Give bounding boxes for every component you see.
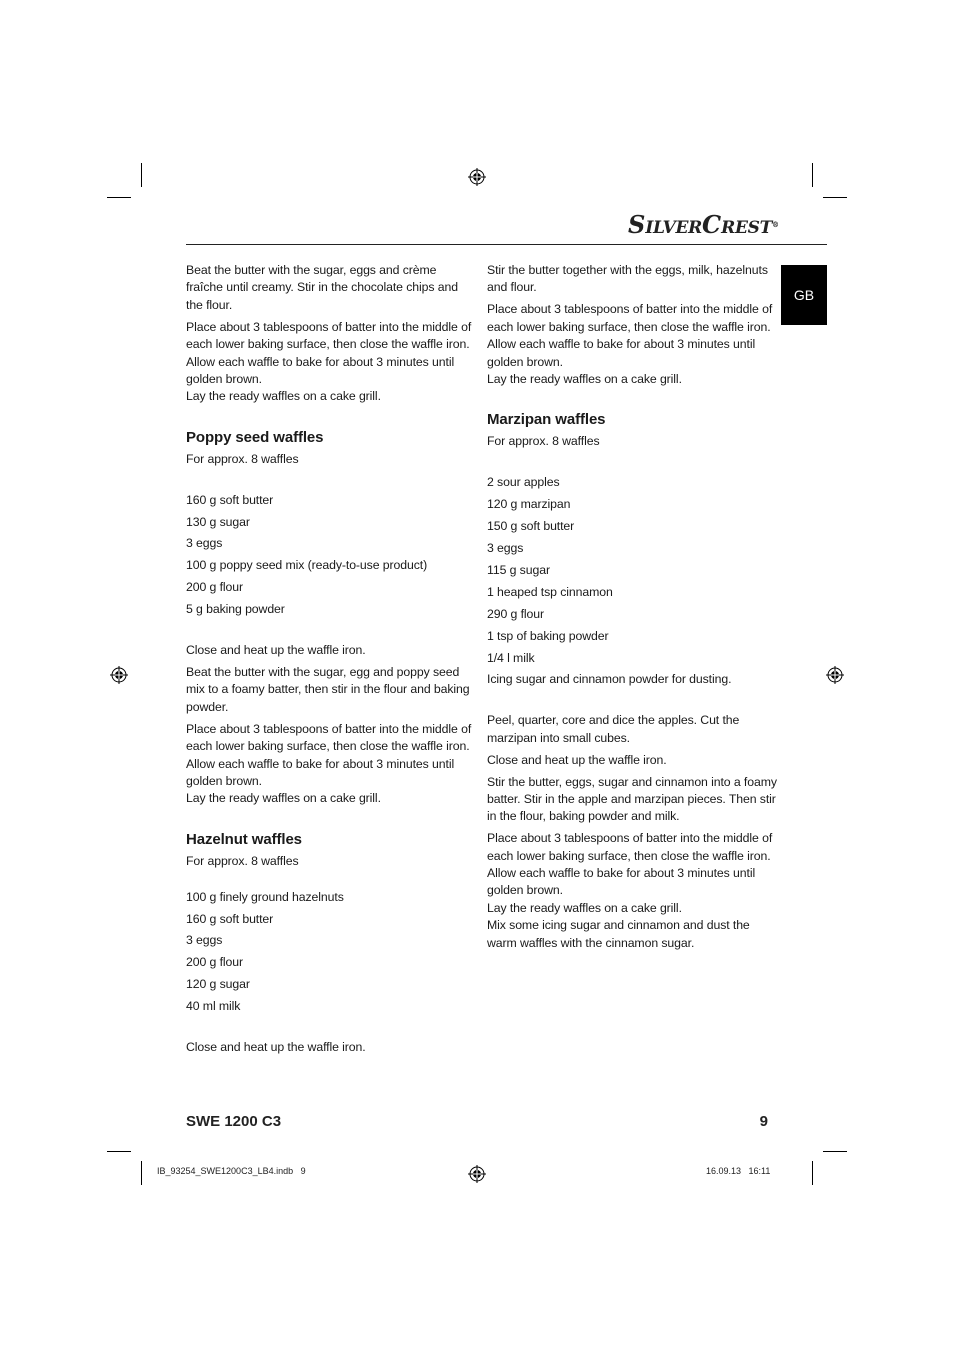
ingredient-line: 160 g soft butter bbox=[186, 492, 274, 507]
ingredient-line: 150 g soft butter bbox=[487, 519, 575, 534]
paragraph: Close and heat up the waffle iron. bbox=[186, 643, 366, 658]
crop-mark bbox=[141, 1161, 142, 1185]
paragraph: Place about 3 tablespoons of batter into the middle of each lower baking surface, then close the waffle iron. Allow each waffle to bake for about 3 minutes until golden brown. bbox=[186, 721, 472, 788]
paragraph: Lay the ready waffles on a cake grill. bbox=[186, 389, 381, 404]
page-number: 9 bbox=[759, 1113, 768, 1130]
right-column bbox=[487, 262, 777, 957]
ingredient-line: 290 g flour bbox=[487, 606, 545, 621]
crop-mark bbox=[823, 197, 847, 198]
ingredient-line: 200 g flour bbox=[186, 580, 244, 595]
ingredient-line: 1 heaped tsp cinnamon bbox=[487, 584, 613, 599]
paragraph: Place about 3 tablespoons of batter into the middle of each lower baking surface, then close the waffle iron. Allow each waffle to bake for about 3 minutes until golden brown. bbox=[186, 319, 472, 386]
header-rule bbox=[186, 244, 827, 245]
crop-mark bbox=[107, 1151, 131, 1152]
ingredient-line: 3 eggs bbox=[186, 933, 223, 948]
left-column bbox=[186, 262, 476, 1061]
section-heading: Marzipan waffles bbox=[487, 411, 606, 429]
recipe-yield: For approx. 8 waffles bbox=[487, 434, 600, 449]
paragraph: Stir the butter, eggs, sugar and cinnamon into a foamy batter. Stir in the apple and marzipan pieces. Then stir in the flour, baking powder and milk. bbox=[487, 774, 777, 824]
paragraph: Mix some icing sugar and cinnamon and dust the warm waffles with the cinnamon sugar. bbox=[487, 918, 750, 950]
paragraph: Peel, quarter, core and dice the apples. Cut the marzipan into small cubes. bbox=[487, 713, 740, 745]
recipe-yield: For approx. 8 waffles bbox=[186, 853, 299, 868]
paragraph: Lay the ready waffles on a cake grill. bbox=[186, 791, 381, 806]
registration-mark-icon bbox=[468, 1165, 486, 1183]
language-tab: GB bbox=[781, 265, 827, 325]
ingredient-line: Icing sugar and cinnamon powder for dusting. bbox=[487, 672, 732, 687]
crop-mark bbox=[823, 1151, 847, 1152]
crop-mark bbox=[141, 163, 142, 187]
ingredient-line: 160 g soft butter bbox=[186, 911, 274, 926]
section-heading: Hazelnut waffles bbox=[186, 830, 302, 848]
paragraph: Place about 3 tablespoons of batter into the middle of each lower baking surface, then close the waffle iron. Allow each waffle to bake for about 3 minutes until golden brown. bbox=[487, 831, 773, 898]
ingredient-line: 1/4 l milk bbox=[487, 650, 535, 665]
registration-mark-icon bbox=[468, 168, 486, 186]
crop-mark bbox=[812, 1161, 813, 1185]
recipe-yield: For approx. 8 waffles bbox=[186, 451, 299, 466]
ingredient-line: 40 ml milk bbox=[186, 999, 241, 1014]
print-slug-datetime: 16.09.13 16:11 bbox=[706, 1166, 771, 1176]
brand-logo: SILVERCREST® bbox=[628, 210, 779, 239]
crop-mark bbox=[107, 197, 131, 198]
ingredient-line: 1 tsp of baking powder bbox=[487, 628, 609, 643]
ingredient-line: 2 sour apples bbox=[487, 475, 560, 490]
model-number: SWE 1200 C3 bbox=[186, 1113, 282, 1130]
paragraph: Close and heat up the waffle iron. bbox=[487, 752, 667, 767]
crop-mark bbox=[812, 163, 813, 187]
ingredient-line: 3 eggs bbox=[487, 540, 524, 555]
paragraph: Beat the butter with the sugar, egg and poppy seed mix to a foamy batter, then stir in the flour and baking powder. bbox=[186, 665, 470, 714]
ingredient-line: 100 g finely ground hazelnuts bbox=[186, 889, 344, 904]
paragraph: Close and heat up the waffle iron. bbox=[186, 1040, 366, 1055]
ingredient-line: 3 eggs bbox=[186, 536, 223, 551]
section-heading: Poppy seed waffles bbox=[186, 428, 324, 446]
ingredient-line: 120 g sugar bbox=[186, 977, 250, 992]
paragraph: Stir the butter together with the eggs, milk, hazelnuts and flour. bbox=[487, 263, 768, 295]
paragraph: Lay the ready waffles on a cake grill. bbox=[487, 900, 682, 915]
print-slug-file: IB_93254_SWE1200C3_LB4.indb 9 bbox=[157, 1166, 306, 1176]
ingredient-line: 120 g marzipan bbox=[487, 497, 571, 512]
ingredient-line: 200 g flour bbox=[186, 955, 244, 970]
paragraph: Beat the butter with the sugar, eggs and crème fraîche until creamy. Stir in the chocolate chips and the flour. bbox=[186, 263, 458, 312]
ingredient-line: 5 g baking powder bbox=[186, 602, 285, 617]
registration-mark-icon bbox=[110, 666, 128, 684]
ingredient-line: 100 g poppy seed mix (ready-to-use product) bbox=[186, 558, 428, 573]
paragraph: Lay the ready waffles on a cake grill. bbox=[487, 371, 682, 386]
ingredient-line: 130 g sugar bbox=[186, 514, 250, 529]
paragraph: Place about 3 tablespoons of batter into the middle of each lower baking surface, then close the waffle iron. Allow each waffle to bake for about 3 minutes until golden brown. bbox=[487, 302, 773, 369]
registration-mark-icon bbox=[826, 666, 844, 684]
ingredient-line: 115 g sugar bbox=[487, 562, 550, 577]
